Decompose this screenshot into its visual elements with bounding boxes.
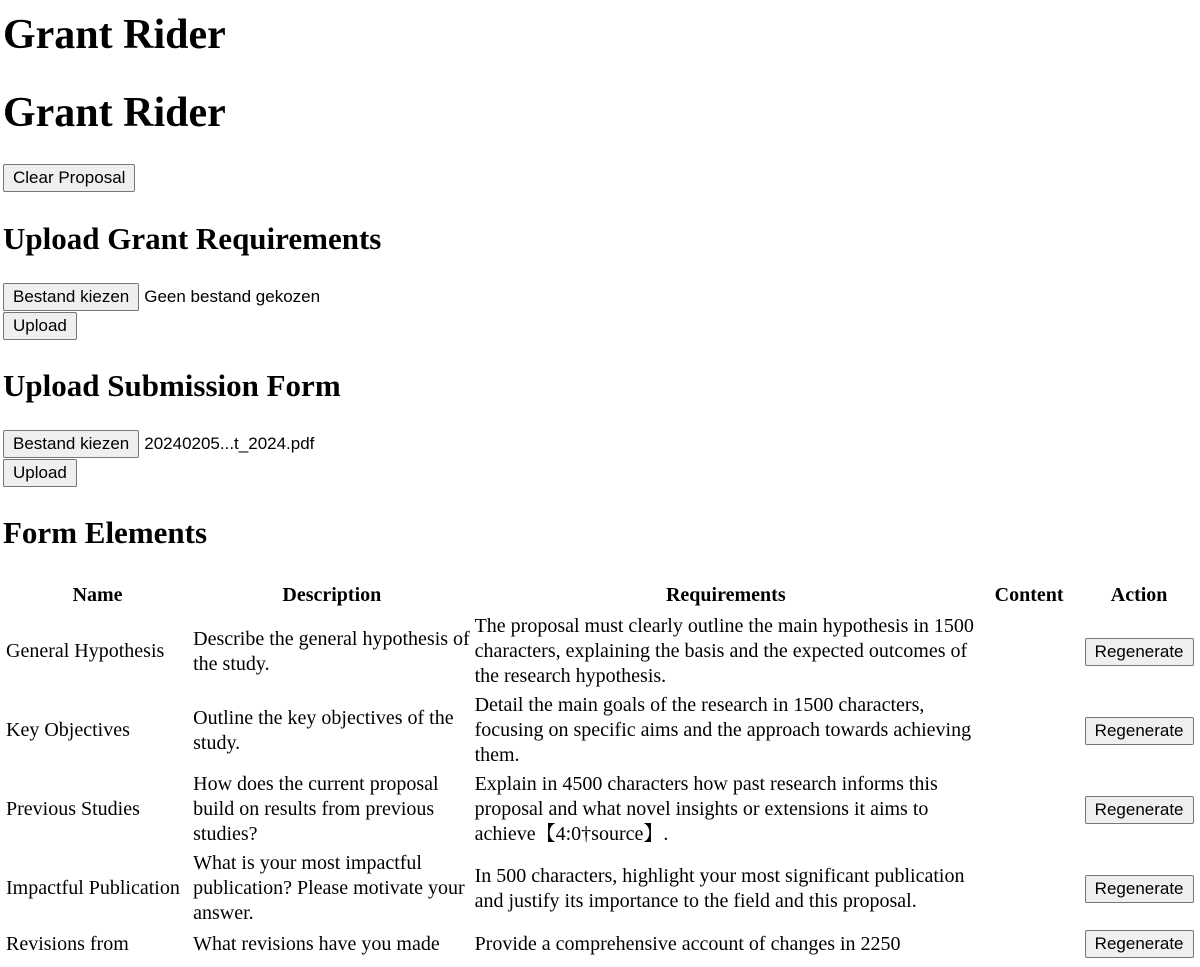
submission-form-upload-button[interactable]: Upload bbox=[3, 459, 77, 487]
app-title: Grant Rider bbox=[3, 12, 226, 58]
grant-requirements-file-input[interactable] bbox=[3, 283, 320, 311]
row-name-cell: Previous Studies bbox=[6, 798, 140, 820]
regenerate-button[interactable]: Regenerate bbox=[1085, 638, 1194, 666]
grant-requirements-file-status: Geen bestand gekozen bbox=[144, 287, 321, 306]
row-description-cell: Describe the general hypothesis of the study. bbox=[193, 627, 470, 675]
table-header-row bbox=[5, 580, 1198, 611]
grant-requirements-heading: Upload Grant Requirements bbox=[3, 221, 382, 256]
row-name-cell: Key Objectives bbox=[6, 719, 130, 741]
row-content-cell bbox=[980, 613, 1078, 690]
row-description-cell: What revisions have you made bbox=[193, 932, 440, 955]
grant-requirements-upload-button[interactable]: Upload bbox=[3, 312, 77, 340]
table-row bbox=[5, 613, 1198, 690]
row-name-cell: General Hypothesis bbox=[6, 640, 165, 662]
row-description-cell: What is your most impactful publication? Please motivate your answer. bbox=[193, 852, 465, 924]
table-row bbox=[5, 771, 1198, 848]
row-content-cell bbox=[980, 771, 1078, 848]
row-description-cell: Outline the key objectives of the study. bbox=[193, 706, 454, 754]
row-action-cell bbox=[1080, 929, 1198, 959]
row-description-cell: How does the current proposal build on results from previous studies? bbox=[193, 773, 439, 845]
row-requirements-cell: Provide a comprehensive account of changes in 2250 bbox=[474, 932, 901, 955]
submission-form-file-input[interactable] bbox=[3, 430, 314, 458]
submission-form-choose-file-button[interactable]: Bestand kiezen bbox=[3, 430, 139, 458]
row-action-cell bbox=[1080, 692, 1198, 769]
row-requirements-cell: In 500 characters, highlight your most significant publication and justify its importance to the field and this proposal. bbox=[474, 864, 965, 912]
column-header-name: Name bbox=[72, 584, 123, 606]
table-row bbox=[5, 692, 1198, 769]
row-action-cell bbox=[1080, 850, 1198, 927]
row-requirements-cell: Detail the main goals of the research in 1500 characters, focusing on specific aims and the approach towards achieving them. bbox=[474, 694, 972, 766]
row-requirements-cell: The proposal must clearly outline the main hypothesis in 1500 characters, explaining the basis and the expected outcomes of the research hypothesis. bbox=[474, 615, 974, 687]
regenerate-button[interactable]: Regenerate bbox=[1085, 875, 1194, 903]
row-name-cell: Impactful Publication bbox=[6, 877, 180, 899]
column-header-content: Content bbox=[994, 584, 1064, 606]
grant-requirements-choose-file-button[interactable]: Bestand kiezen bbox=[3, 283, 139, 311]
column-header-requirements: Requirements bbox=[665, 584, 786, 606]
regenerate-button[interactable]: Regenerate bbox=[1085, 796, 1194, 824]
clear-proposal-button[interactable]: Clear Proposal bbox=[3, 164, 135, 192]
column-header-description: Description bbox=[282, 584, 382, 606]
column-header-action: Action bbox=[1110, 584, 1168, 606]
submission-form-file-status: 20240205...t_2024.pdf bbox=[144, 434, 315, 453]
form-elements-heading: Form Elements bbox=[3, 515, 208, 550]
row-action-cell bbox=[1080, 613, 1198, 690]
submission-form-heading: Upload Submission Form bbox=[3, 368, 341, 403]
form-elements-table bbox=[3, 578, 1200, 961]
app-title-secondary: Grant Rider bbox=[3, 90, 226, 136]
row-requirements-cell: Explain in 4500 characters how past research informs this proposal and what novel insights or extensions it aims to achieve【4:0†source】. bbox=[474, 773, 938, 845]
regenerate-button[interactable]: Regenerate bbox=[1085, 930, 1194, 958]
table-row bbox=[5, 929, 1198, 959]
row-action-cell bbox=[1080, 771, 1198, 848]
table-row bbox=[5, 850, 1198, 927]
row-content-cell bbox=[980, 929, 1078, 959]
row-content-cell bbox=[980, 850, 1078, 927]
row-name-cell: Revisions from bbox=[6, 932, 129, 955]
regenerate-button[interactable]: Regenerate bbox=[1085, 717, 1194, 745]
row-content-cell bbox=[980, 692, 1078, 769]
